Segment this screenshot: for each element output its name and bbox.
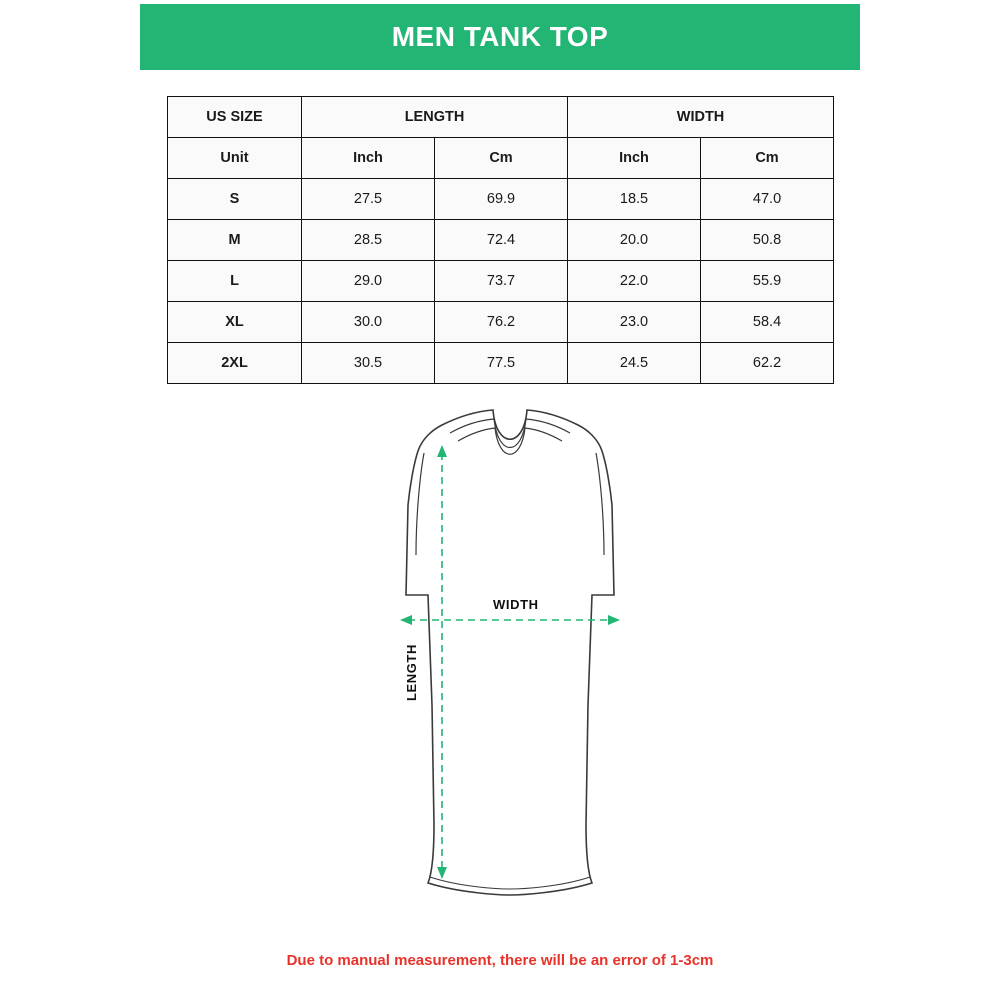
- column-header-width: WIDTH: [568, 97, 834, 138]
- cell-length-cm: 73.7: [435, 261, 568, 302]
- unit-label: Unit: [168, 138, 302, 179]
- cell-size: S: [168, 179, 302, 220]
- cell-size: 2XL: [168, 343, 302, 384]
- cell-length-cm: 69.9: [435, 179, 568, 220]
- table-row: [168, 220, 834, 261]
- table-row: [168, 302, 834, 343]
- header-banner: [140, 4, 860, 70]
- measurement-disclaimer: Due to manual measurement, there will be an error of 1-3cm: [286, 952, 714, 969]
- length-label: LENGTH: [404, 643, 419, 701]
- cell-width-inch: 24.5: [568, 343, 701, 384]
- cell-width-inch: 18.5: [568, 179, 701, 220]
- tank-top-outline: [406, 410, 614, 895]
- cell-size: M: [168, 220, 302, 261]
- table-row: [168, 179, 834, 220]
- unit-length-inch: Inch: [302, 138, 435, 179]
- cell-width-cm: 58.4: [701, 302, 834, 343]
- cell-length-cm: 76.2: [435, 302, 568, 343]
- unit-width-cm: Cm: [701, 138, 834, 179]
- size-chart-table: [167, 96, 834, 384]
- cell-width-cm: 62.2: [701, 343, 834, 384]
- unit-width-inch: Inch: [568, 138, 701, 179]
- table-row: [168, 261, 834, 302]
- cell-length-inch: 28.5: [302, 220, 435, 261]
- cell-width-inch: 23.0: [568, 302, 701, 343]
- table-header-row: [168, 97, 834, 138]
- cell-width-inch: 20.0: [568, 220, 701, 261]
- cell-length-inch: 29.0: [302, 261, 435, 302]
- width-label: WIDTH: [493, 597, 539, 612]
- column-header-length: LENGTH: [302, 97, 568, 138]
- cell-size: XL: [168, 302, 302, 343]
- column-header-us-size: US SIZE: [168, 97, 302, 138]
- cell-length-inch: 27.5: [302, 179, 435, 220]
- page-title: MEN TANK TOP: [391, 21, 609, 52]
- cell-width-cm: 47.0: [701, 179, 834, 220]
- garment-illustration: [330, 405, 690, 915]
- cell-width-inch: 22.0: [568, 261, 701, 302]
- cell-length-inch: 30.0: [302, 302, 435, 343]
- cell-length-inch: 30.5: [302, 343, 435, 384]
- cell-length-cm: 77.5: [435, 343, 568, 384]
- table-unit-row: [168, 138, 834, 179]
- cell-length-cm: 72.4: [435, 220, 568, 261]
- unit-length-cm: Cm: [435, 138, 568, 179]
- table-row: [168, 343, 834, 384]
- cell-width-cm: 50.8: [701, 220, 834, 261]
- cell-width-cm: 55.9: [701, 261, 834, 302]
- cell-size: L: [168, 261, 302, 302]
